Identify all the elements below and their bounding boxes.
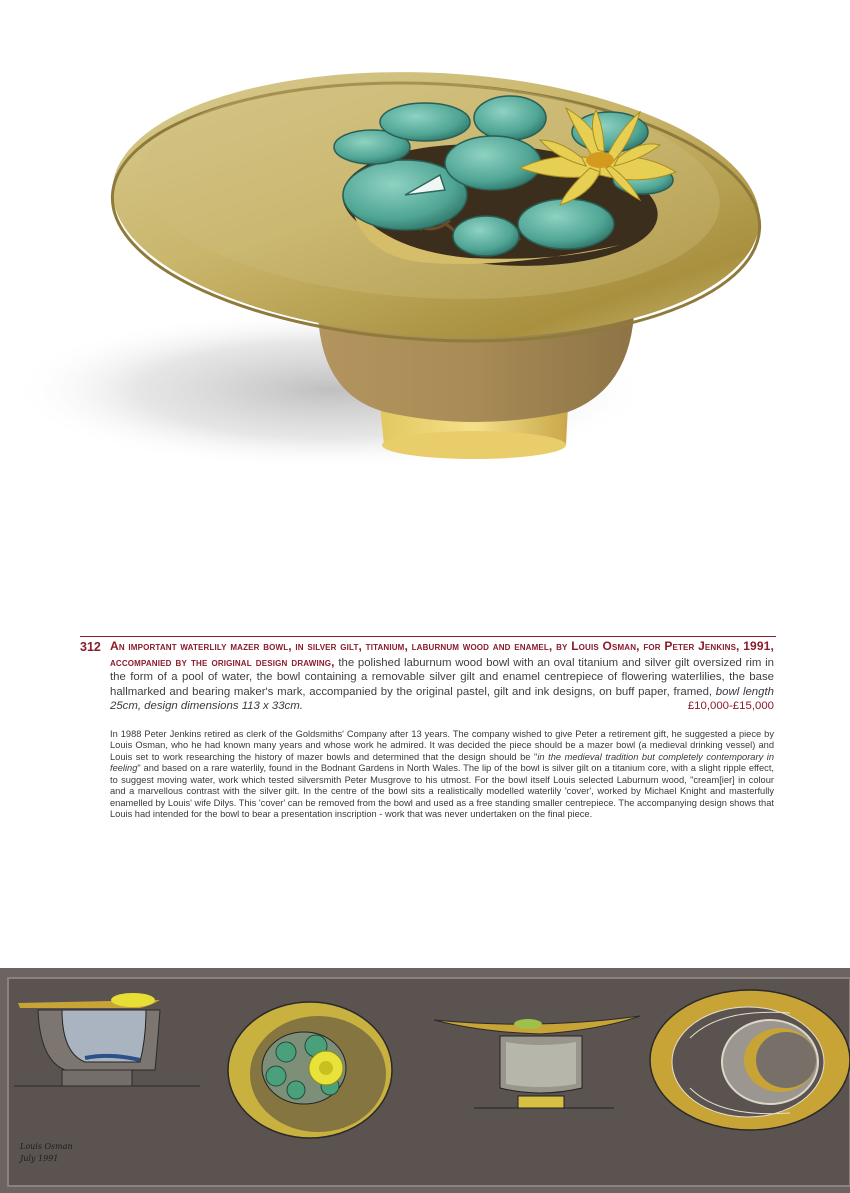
drawing-date: July 1991 (20, 1154, 59, 1163)
lot-number: 312 (80, 640, 101, 654)
drawing-signature: Louis Osman (20, 1142, 73, 1151)
note-quote: in the medieval tradition but completely contemporary in feeling (110, 751, 774, 774)
lot-estimate: £10,000-£15,000 (687, 700, 774, 713)
note-text-1: In 1988 Peter Jenkins retired as clerk of the Goldsmiths' Company after 13 years. The company wished to give Peter a retirement gift, he suggested a piece by Louis Osman, who he had known many years and whose work he admired. It was decided the piece should be a mazer bowl (a medieval drinking vessel) and Louis set to work researching the history of mazer bowls and determined that the design should be " (110, 729, 774, 762)
lot-title: An important waterlily mazer bowl, in silver gilt, titanium, laburnum wood and enamel, by Louis Osman, for Peter Jenkins, 1991, accompanied by the original design drawing, (110, 639, 774, 669)
design-drawing (0, 968, 850, 1193)
lot-description: the polished laburnum wood bowl with an oval titanium and silver gilt oversized rim in the form of a pool of water, the bowl containing a removable silver gilt and enamel centrepiece of flowering waterlilies, the base hallmarked and bearing maker's mark, accompanied by the original pastel, gilt and ink designs, on buff paper, framed, (110, 656, 774, 698)
drawing-section-2 (228, 1002, 392, 1138)
note-text-2: " and based on a rare waterlily, found in the Bodnant Gardens in North Wales. The lip of the bowl is silver gilt on a titanium core, with a slight ripple effect, to suggest moving water, work which tested silversmith Peter Musgrove to his utmost. For the bowl itself Louis selected Laburnum wood, "cream[ier] in colour and a marvellous contrast with the silver gilt. In the centre of the bowl sits a realistically modelled waterlily 'cover', worked by Michael Knight and masterfully enamelled by Louis' wife Dilys. This 'cover' can be removed from the bowl and used as a free standing smaller centrepiece. The accompanying design shows that Louis had intended for the bowl to bear a presentation inscription - work that was never undertaken on the final piece. (110, 763, 774, 820)
lot-entry (110, 639, 774, 714)
drawing-section-4 (650, 990, 850, 1130)
lot-dimensions: bowl length 25cm, design dimensions 113 x 33cm. (110, 685, 774, 713)
lot-divider (80, 636, 776, 637)
catalogue-note (110, 729, 774, 821)
